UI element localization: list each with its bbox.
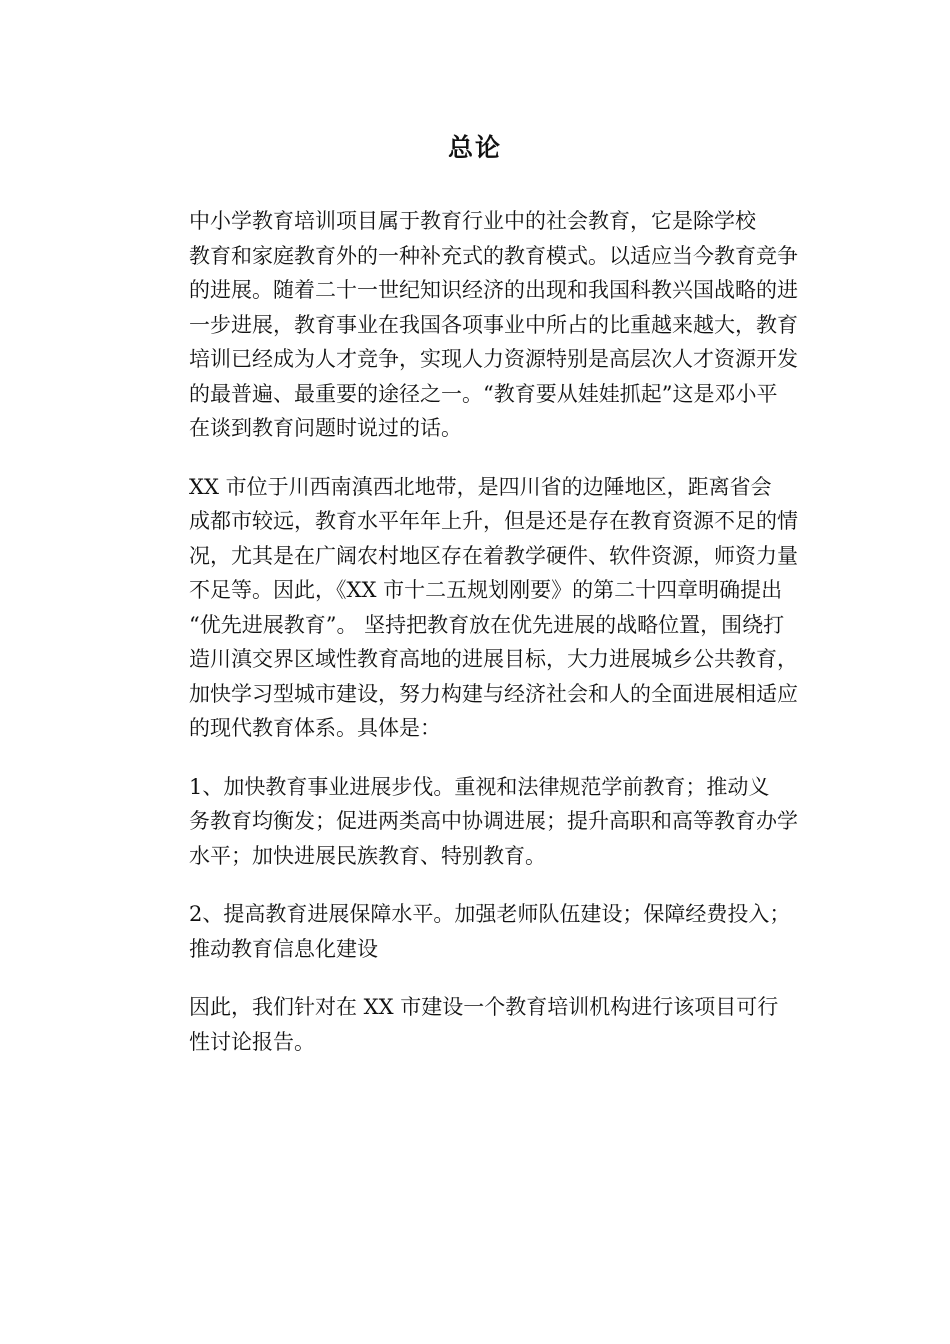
text-line: 造川滇交界区域性教育高地的进展目标，大力进展城乡公共教育， (189, 647, 798, 671)
text-line: 1、加快教育事业进展步伐。重视和法律规范学前教育；推动义 (189, 774, 770, 799)
paragraph-item-2 (145, 897, 807, 966)
text-line: 况，尤其是在广阔农村地区存在着教学硬件、软件资源，师资力量 (189, 543, 798, 568)
text-line: 加快学习型城市建设，努力构建与经济社会和人的全面进展相适应 (189, 681, 798, 706)
text-line: 因此，我们针对在 XX 市建设一个教育培训机构进行该项目可行 (189, 995, 779, 1019)
text-line: 性讨论报告。 (189, 1029, 315, 1054)
text-line: 中小学教育培训项目属于教育行业中的社会教育，它是除学校 (189, 209, 756, 233)
document-body (145, 204, 807, 1083)
text-line: XX 市位于川西南滇西北地带，是四川省的边陲地区，距离省会 (189, 474, 772, 499)
text-line: 培训已经成为人才竞争，实现人力资源特别是高层次人才资源开发 (189, 347, 798, 371)
text-line: 2、提高教育进展保障水平。加强老师队伍建设；保障经费投入； (189, 902, 791, 926)
paragraph-intro (145, 204, 807, 446)
text-line: 不足等。因此，《XX 市十二五规划刚要》的第二十四章明确提出 (189, 578, 783, 602)
text-line: 一步进展，教育事业在我国各项事业中所占的比重越来越大，教育 (189, 312, 798, 337)
paragraph-conclusion (145, 990, 807, 1059)
text-line: 的现代教育体系。具体是： (189, 716, 441, 740)
text-line: 教育和家庭教育外的一种补充式的教育模式。以适应当今教育竞争 (189, 243, 798, 268)
text-line: 成都市较远，教育水平年年上升，但是还是存在教育资源不足的情 (189, 509, 798, 533)
text-line: 的最普遍、最重要的途径之一。“教育要从娃娃抓起”这是邓小平 (189, 381, 778, 406)
paragraph-city-background (145, 470, 807, 746)
text-line: 水平；加快进展民族教育、特别教育。 (189, 843, 546, 868)
text-line: 在谈到教育问题时说过的话。 (189, 416, 462, 440)
text-line: 务教育均衡发；促进两类高中协调进展；提升高职和高等教育办学 (189, 809, 798, 833)
text-line: 推动教育信息化建设 (189, 936, 378, 961)
paragraph-item-1 (145, 770, 807, 874)
text-line: “优先进展教育”。 坚持把教育放在优先进展的战略位置，围绕打 (189, 612, 785, 637)
document-title: 总论 (447, 133, 502, 162)
text-line: 的进展。随着二十一世纪知识经济的出现和我国科教兴国战略的进 (189, 278, 798, 302)
